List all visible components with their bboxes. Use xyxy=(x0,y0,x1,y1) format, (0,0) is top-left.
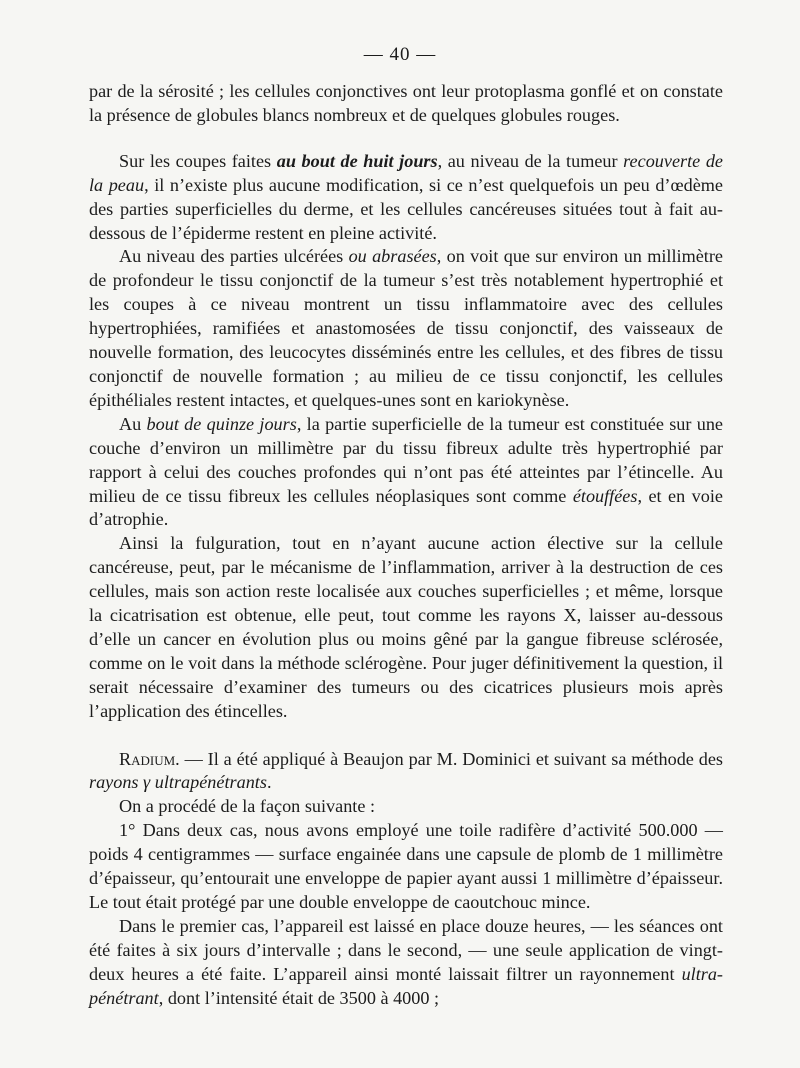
paragraph-7: On a procédé de la façon suivante : xyxy=(119,796,376,817)
paragraph-8: 1° Dans deux cas, nous avons employé une toile radifère d’activité 500.000 — poids 4 centigrammes — surface engainée dans une capsule de plomb de 1 millimètre d’épaisseur, qu’entourait une enveloppe de papier ayant aussi 1 millimètre d’épaisseur. Le tout était protégé par une double enveloppe de caoutchouc mince. xyxy=(89,820,723,912)
paragraph-4 xyxy=(89,413,723,533)
text-run: Sur les coupes faites xyxy=(119,150,277,171)
paragraph-9 xyxy=(89,915,723,1011)
paragraph-3 xyxy=(89,245,723,412)
page-number: — 40 — xyxy=(363,44,437,65)
paragraph-5: Ainsi la fulguration, tout en n’ayant aucune action élective sur la cellule cancéreuse, peut, par le mécanisme de l’inflammation, arriver à la destruction de ces cellules, mais son action reste localisée aux couches superficielles ; et même, lorsque la cicatrisation est obtenue, elle peut, tout comme les rayons X, laisser au-dessous d’elle un cancer en évolution plus ou moins gêné par la gangue fibreuse sclérosée, comme on le voit dans la méthode sclérogène. Pour juger définitivement la question, il serait nécessaire d’examiner des tumeurs ou des cicatrices plusieurs mois après l’application des étincelles. xyxy=(89,533,723,721)
text-run: , au niveau de la tumeur xyxy=(437,150,624,171)
text-run: , il n’existe plus aucune modification, si ce n’est quelquefois un peu d’œdème des parties superficielles du derme, et les cellules cancéreuses situées tout à fait au-dessous de l’épiderme restent en pleine activité. xyxy=(89,174,723,243)
italic-run: au bout de huit jours xyxy=(276,150,438,171)
italic-run: rayons γ ultrapénétrants xyxy=(89,772,267,793)
text-run: Dans le premier cas, l’appareil est laissé en place douze heures, — les séances ont été faites à six jours d’intervalle ; dans le second, — une seule application de vingt-deux heures a été faite. L’appareil ainsi monté laissait filtrer un rayonnement xyxy=(89,915,723,984)
text-run: , la partie superficielle de la tumeur est constituée sur une couche d’environ un millimètre par du tissu fibreux adulte très hypertrophié par rapport à celui des couches profondes qui n’ont pas été atteintes par l’étincelle. Au milieu de ce tissu fibreux les cellules néoplasiques sont comme xyxy=(89,413,723,506)
italic-run: recouverte de la peau xyxy=(89,150,723,195)
text-run: Au xyxy=(119,413,147,434)
text-run: , dont l’intensité était de 3500 à 4000 ; xyxy=(158,987,440,1008)
italic-run: bout de quinze jours xyxy=(146,413,297,434)
body-text xyxy=(89,80,723,1011)
italic-run: étouffées xyxy=(572,485,638,506)
section-label: Radium. xyxy=(119,748,180,769)
paragraph-1: par de la sérosité ; les cellules conjonctives ont leur protoplasma gonflé et on constate la présence de globules blancs nombreux et de quelques globules rouges. xyxy=(89,81,723,125)
paragraph-2 xyxy=(89,150,723,246)
text-run: . xyxy=(266,772,272,793)
paragraph-6 xyxy=(89,748,723,796)
text-run: Au niveau des parties ulcérées xyxy=(119,246,349,267)
text-run: , on voit que sur environ un millimètre de profondeur le tissu conjonctif de la tumeur s’est très notablement hypertrophié et les coupes à ce niveau montrent un tissu inflammatoire avec des cellules hypertrophiées, ramifiées et anastomosées de tissu conjonctif, des vaisseaux de nouvelle formation, des leucocytes disséminés entre les cellules, et des fibres de tissu conjonctif de nouvelle formation ; au milieu de ce tissu conjonctif, les cellules épithéliales restent intactes, et quelques-unes sont en kariokynèse. xyxy=(89,246,723,410)
italic-run: ultra-pénétrant xyxy=(89,963,723,1008)
italic-run: ou abrasées xyxy=(348,246,437,267)
text-run: — Il a été appliqué à Beaujon par M. Dominici et suivant sa méthode des xyxy=(179,748,723,769)
text-run: , et en voie d’atrophie. xyxy=(89,485,723,530)
